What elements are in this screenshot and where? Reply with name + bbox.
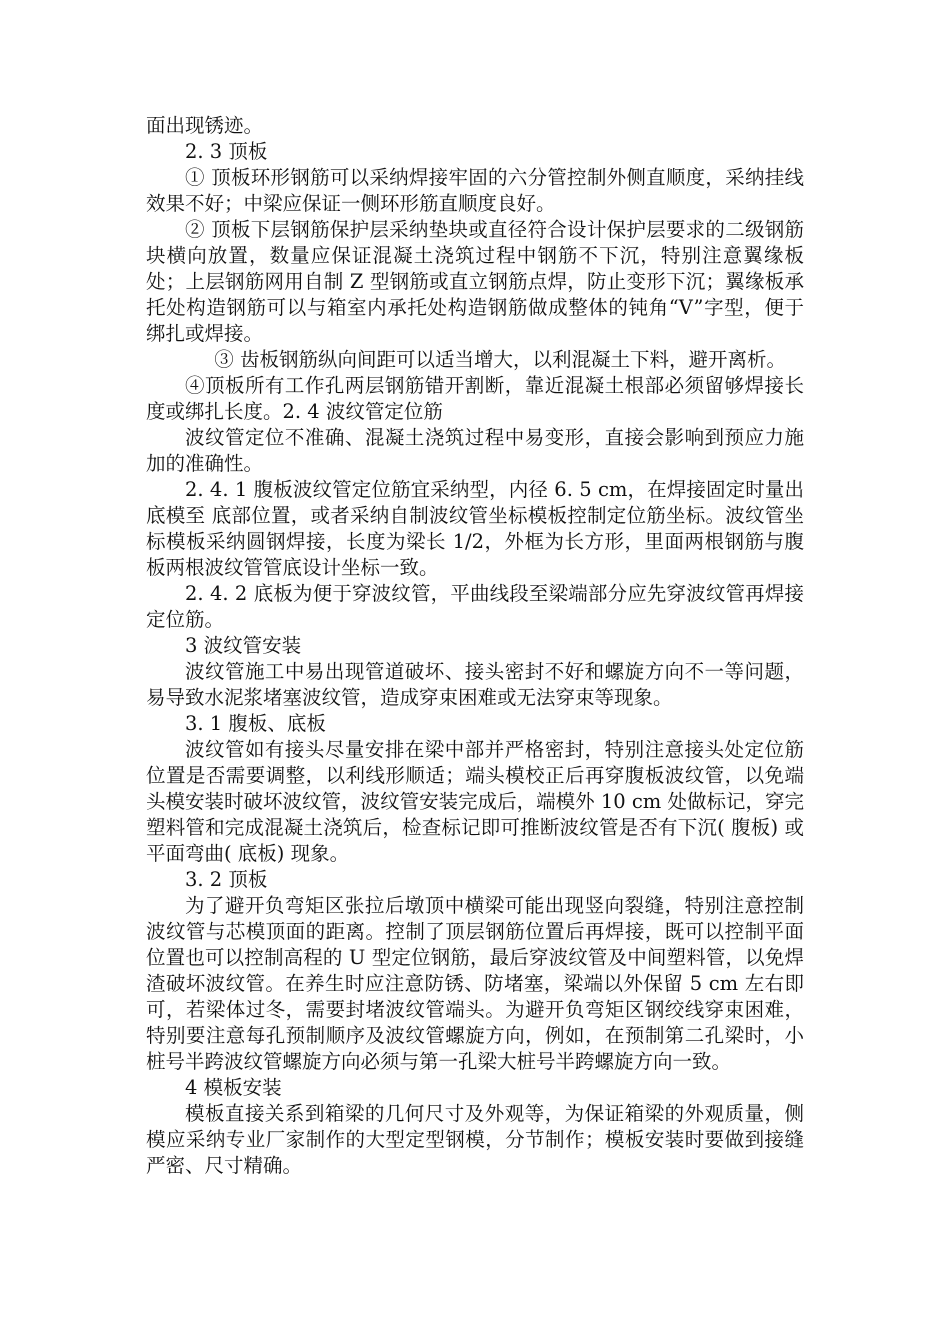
section-heading-3-1: 3. 1 腹板、底板 [185,712,326,735]
paragraph-text: 波纹管如有接头尽量安排在梁中部并严格密封，特别注意接头处定位筋位置是否需要调整，以利线形顺适；端头模校正后再穿腹板波纹管，以免端头模安装时破坏波纹管，波纹管安装完成后，端模外 10 cm 处做标记，穿完塑料管和完成混凝土浇筑后，检查标记即可推断波纹管是否有下沉( 腹板) 或平面弯曲( 底板) 现象。 [146,738,804,865]
section-heading-3: 3 波纹管安装 [185,634,302,657]
paragraph-item-1: ① 顶板环形钢筋可以采纳焊接牢固的六分管控制外侧直顺度，采纳挂线效果不好；中梁应保证一侧环形筋直顺度良好。 [146,166,804,215]
section-heading-4: 4 模板安装 [185,1076,282,1099]
paragraph-2-4-1: 2. 4. 1 腹板波纹管定位筋宜采纳型，内径 6. 5 cm，在焊接固定时量出底模至 底部位置，或者采纳自制波纹管坐标模板控制定位筋坐标。波纹管坐标模板采纳圆钢焊接，长度为梁长 1/2，外框为长方形，里面两根钢筋与腹板两根波纹管管底设计坐标一致。 [146,478,804,579]
paragraph-item-3: ③ 齿板钢筋纵向间距可以适当增大，以利混凝土下料，避开离析。 [214,348,786,371]
section-heading-2-3: 2. 3 顶板 [185,140,268,163]
document-page [146,113,804,1179]
paragraph-text: 模板直接关系到箱梁的几何尺寸及外观等，为保证箱梁的外观质量，侧模应采纳专业厂家制作的大型定型钢模，分节制作；模板安装时要做到接缝严密、尺寸精确。 [146,1102,804,1177]
paragraph-item-4: ④顶板所有工作孔两层钢筋错开割断，靠近混凝土根部必须留够焊接长度或绑扎长度。2. 4 波纹管定位筋 [146,374,804,423]
paragraph-continuation: 面出现锈迹。 [146,114,264,137]
paragraph-text: 为了避开负弯矩区张拉后墩顶中横梁可能出现竖向裂缝，特别注意控制波纹管与芯模顶面的距离。控制了顶层钢筋位置后再焊接，既可以控制平面位置也可以控制高程的 U 型定位钢筋，最后穿波纹管及中间塑料管，以免焊渣破坏波纹管。在养生时应注意防锈、防堵塞，梁端以外保留 5 cm 左右即可，若梁体过冬，需要封堵波纹管端头。为避开负弯矩区钢绞线穿束困难，特别要注意每孔预制顺序及波纹管螺旋方向，例如，在预制第二孔梁时，小桩号半跨波纹管螺旋方向必须与第一孔梁大桩号半跨螺旋方向一致。 [146,894,804,1073]
section-heading-3-2: 3. 2 顶板 [185,868,268,891]
paragraph-item-2: ② 顶板下层钢筋保护层采纳垫块或直径符合设计保护层要求的二级钢筋块横向放置，数量应保证混凝土浇筑过程中钢筋不下沉，特别注意翼缘板处；上层钢筋网用自制 Z 型钢筋或直立钢筋点焊，防止变形下沉；翼缘板承托处构造钢筋可以与箱室内承托处构造钢筋做成整体的钝角“V”字型，便于绑扎或焊接。 [146,218,804,345]
paragraph-2-4-2: 2. 4. 2 底板为便于穿波纹管，平曲线段至梁端部分应先穿波纹管再焊接定位筋。 [146,582,804,631]
paragraph-text: 波纹管施工中易出现管道破坏、接头密封不好和螺旋方向不一等问题，易导致水泥浆堵塞波纹管，造成穿束困难或无法穿束等现象。 [146,660,804,709]
paragraph-text: 波纹管定位不准确、混凝土浇筑过程中易变形，直接会影响到预应力施加的准确性。 [146,426,804,475]
